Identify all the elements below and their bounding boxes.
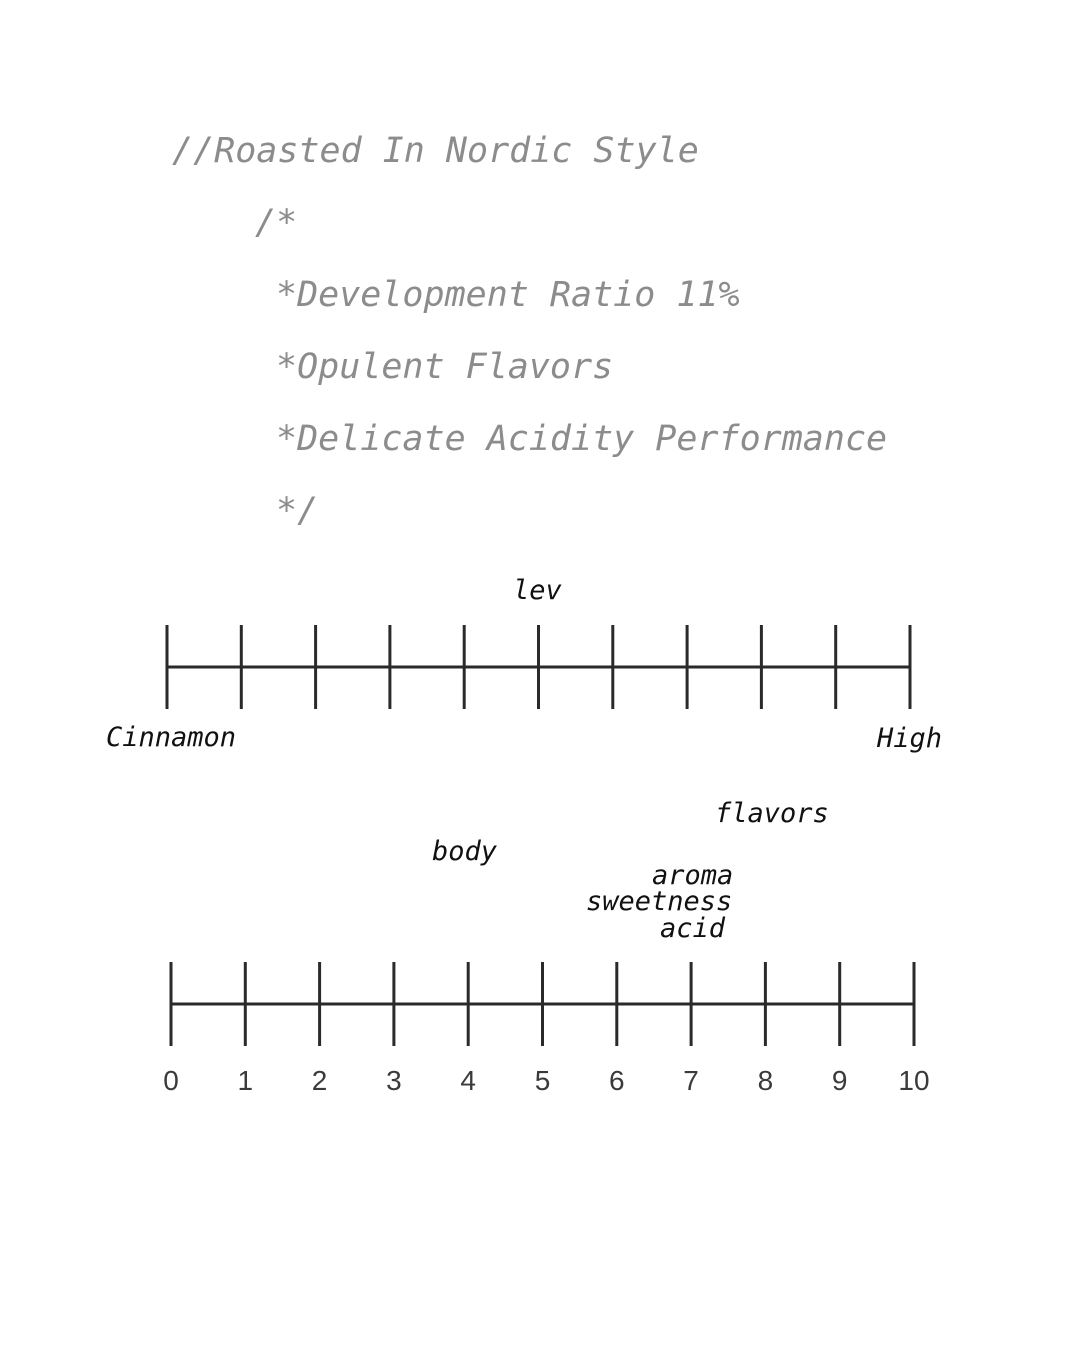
roast-scale-right-label: High [877, 723, 943, 754]
code-line-close: */ [276, 491, 319, 531]
code-line-flavors: *Opulent Flavors [276, 347, 614, 387]
attribute-scale-tick-label-4: 4 [460, 1065, 476, 1096]
code-line-title: //Roasted In Nordic Style [172, 131, 699, 171]
attribute-label-acid: acid [660, 913, 726, 944]
attribute-scale-tick-label-8: 8 [757, 1065, 774, 1096]
attribute-scale-tick-label-10: 10 [898, 1065, 930, 1096]
attribute-label-aroma: aroma [652, 860, 734, 891]
roast-scale-left-label: Cinnamon [106, 722, 237, 753]
code-line-open: /* [255, 203, 298, 243]
attribute-scale-tick-label-9: 9 [831, 1065, 848, 1096]
code-line-acidity: *Delicate Acidity Performance [276, 419, 888, 459]
attribute-scale-tick-label-6: 6 [609, 1065, 625, 1096]
attribute-scale-tick-label-0: 0 [163, 1065, 179, 1096]
attribute-scale-tick-label-1: 1 [237, 1065, 254, 1096]
roast-scale [167, 625, 910, 709]
attribute-label-sweetness: sweetness [586, 886, 733, 917]
attribute-scale-tick-label-5: 5 [534, 1065, 551, 1096]
attribute-scale [163, 962, 929, 1096]
code-line-development: *Development Ratio 11% [276, 275, 740, 315]
attribute-label-flavors: flavors [715, 798, 829, 829]
attribute-scale-tick-label-7: 7 [683, 1065, 699, 1096]
attribute-scale-tick-label-3: 3 [386, 1065, 402, 1096]
attribute-scale-tick-label-2: 2 [311, 1065, 328, 1096]
attribute-label-body: body [432, 836, 498, 867]
roast-scale-top-label: lev [513, 575, 562, 606]
